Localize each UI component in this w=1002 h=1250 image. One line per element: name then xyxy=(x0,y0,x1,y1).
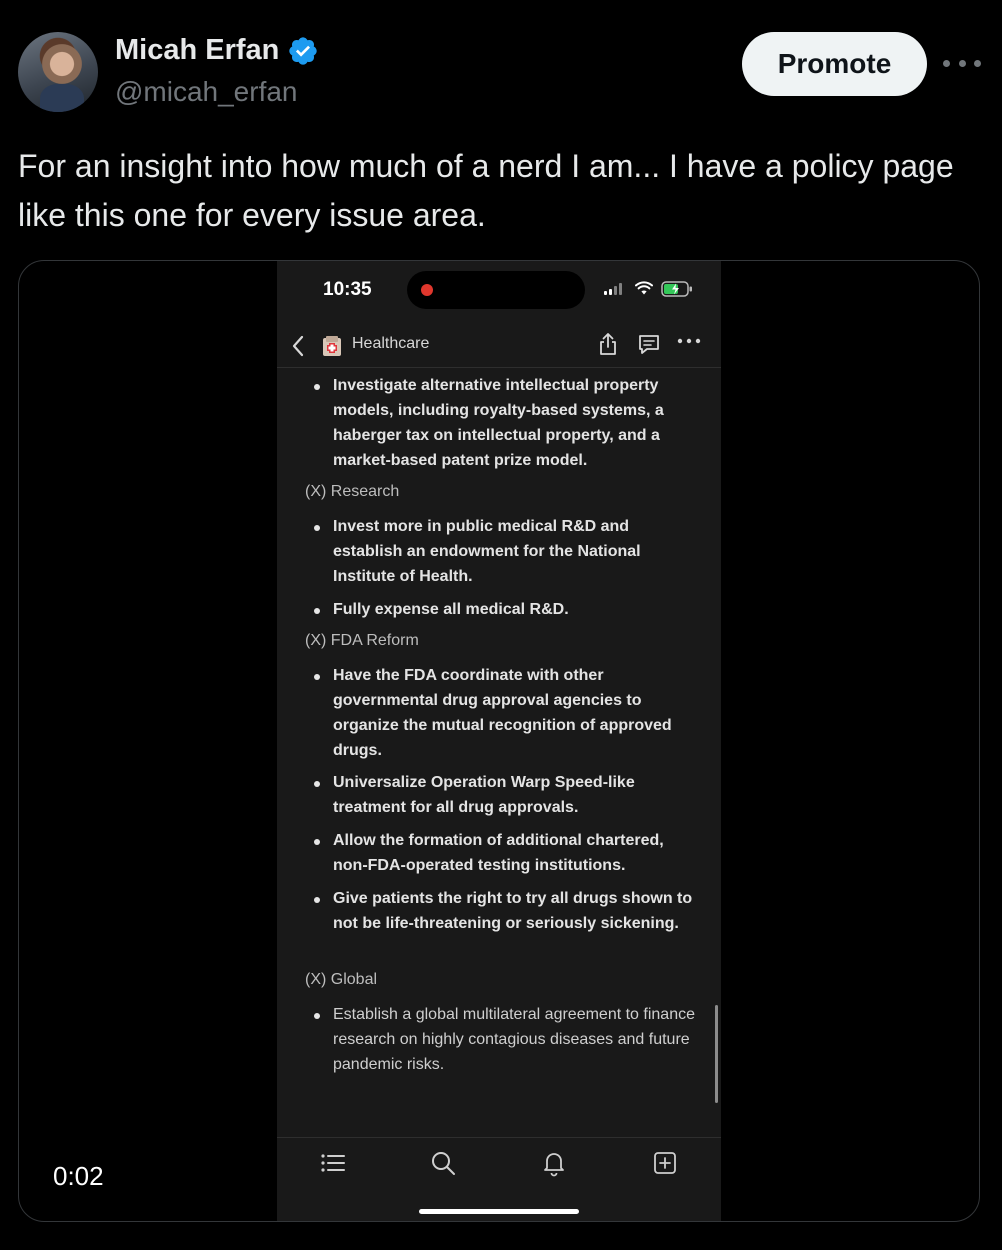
avatar[interactable] xyxy=(18,32,98,112)
battery-charging-icon xyxy=(661,281,693,297)
author-name-row xyxy=(115,34,319,67)
bullet xyxy=(313,608,323,618)
list-item: Allow the formation of additional chartered, non-FDA-operated testing institutions. xyxy=(333,832,664,874)
video-player[interactable] xyxy=(18,260,980,1222)
home-indicator[interactable] xyxy=(419,1209,579,1214)
status-bar xyxy=(277,261,721,321)
phone-screen xyxy=(277,261,721,1221)
wifi-icon xyxy=(635,281,653,295)
recording-indicator-icon xyxy=(421,284,433,296)
section-heading-global: (X) Global xyxy=(305,971,378,988)
dynamic-island xyxy=(407,271,585,309)
section-heading-fda-reform: (X) FDA Reform xyxy=(305,632,419,649)
list-item: Investigate alternative intellectual property models, including royalty-based systems, a haberger tax on intellectual property, and a market-based patent prize model. xyxy=(333,377,664,469)
section-heading-research: (X) Research xyxy=(305,483,400,500)
promote-button[interactable]: Promote xyxy=(742,32,927,96)
list-item: Give patients the right to try all drugs shown to not be life-threatening or seriously sickening. xyxy=(333,890,693,932)
list-item: Invest more in public medical R&D and establish an endowment for the National Institute of Health. xyxy=(333,518,641,585)
bullet xyxy=(313,839,323,849)
back-chevron-icon[interactable] xyxy=(287,331,311,361)
comment-icon[interactable] xyxy=(637,333,661,357)
more-options-icon[interactable] xyxy=(943,48,981,78)
more-dots-icon[interactable] xyxy=(677,337,701,345)
verified-badge-icon xyxy=(287,35,319,67)
tweet-text: For an insight into how much of a nerd I am... I have a policy page like this one for every issue area. xyxy=(18,148,954,233)
list-icon[interactable] xyxy=(319,1149,347,1177)
list-item: Fully expense all medical R&D. xyxy=(333,601,569,618)
display-name[interactable]: Micah Erfan xyxy=(115,34,280,66)
hospital-emoji-icon xyxy=(321,335,343,357)
list-item: Establish a global multilateral agreement to finance research on highly contagious diseases and future pandemic risks. xyxy=(333,1006,695,1073)
share-icon[interactable] xyxy=(597,332,619,356)
bell-icon[interactable] xyxy=(540,1149,568,1177)
bullet xyxy=(313,525,323,535)
add-page-icon[interactable] xyxy=(651,1149,679,1177)
bullet xyxy=(313,1013,323,1023)
nav-divider xyxy=(277,367,721,368)
page-nav-bar xyxy=(277,329,721,367)
video-elapsed-time: 0:02 xyxy=(53,1161,104,1191)
clock: 10:35 xyxy=(323,279,372,300)
list-item: Have the FDA coordinate with other governmental drug approval agencies to organize the mutual recognition of approved drugs. xyxy=(333,667,672,759)
list-item: Universalize Operation Warp Speed-like treatment for all drug approvals. xyxy=(333,774,635,816)
handle[interactable]: @micah_erfan xyxy=(115,76,298,107)
toolbar-divider xyxy=(277,1137,721,1138)
bullet xyxy=(313,674,323,684)
bullet xyxy=(313,384,323,394)
bullet xyxy=(313,897,323,907)
page-title: Healthcare xyxy=(352,335,430,352)
search-icon[interactable] xyxy=(429,1149,457,1177)
cellular-signal-icon xyxy=(604,283,622,295)
scrollbar[interactable] xyxy=(715,1005,718,1103)
bullet xyxy=(313,781,323,791)
